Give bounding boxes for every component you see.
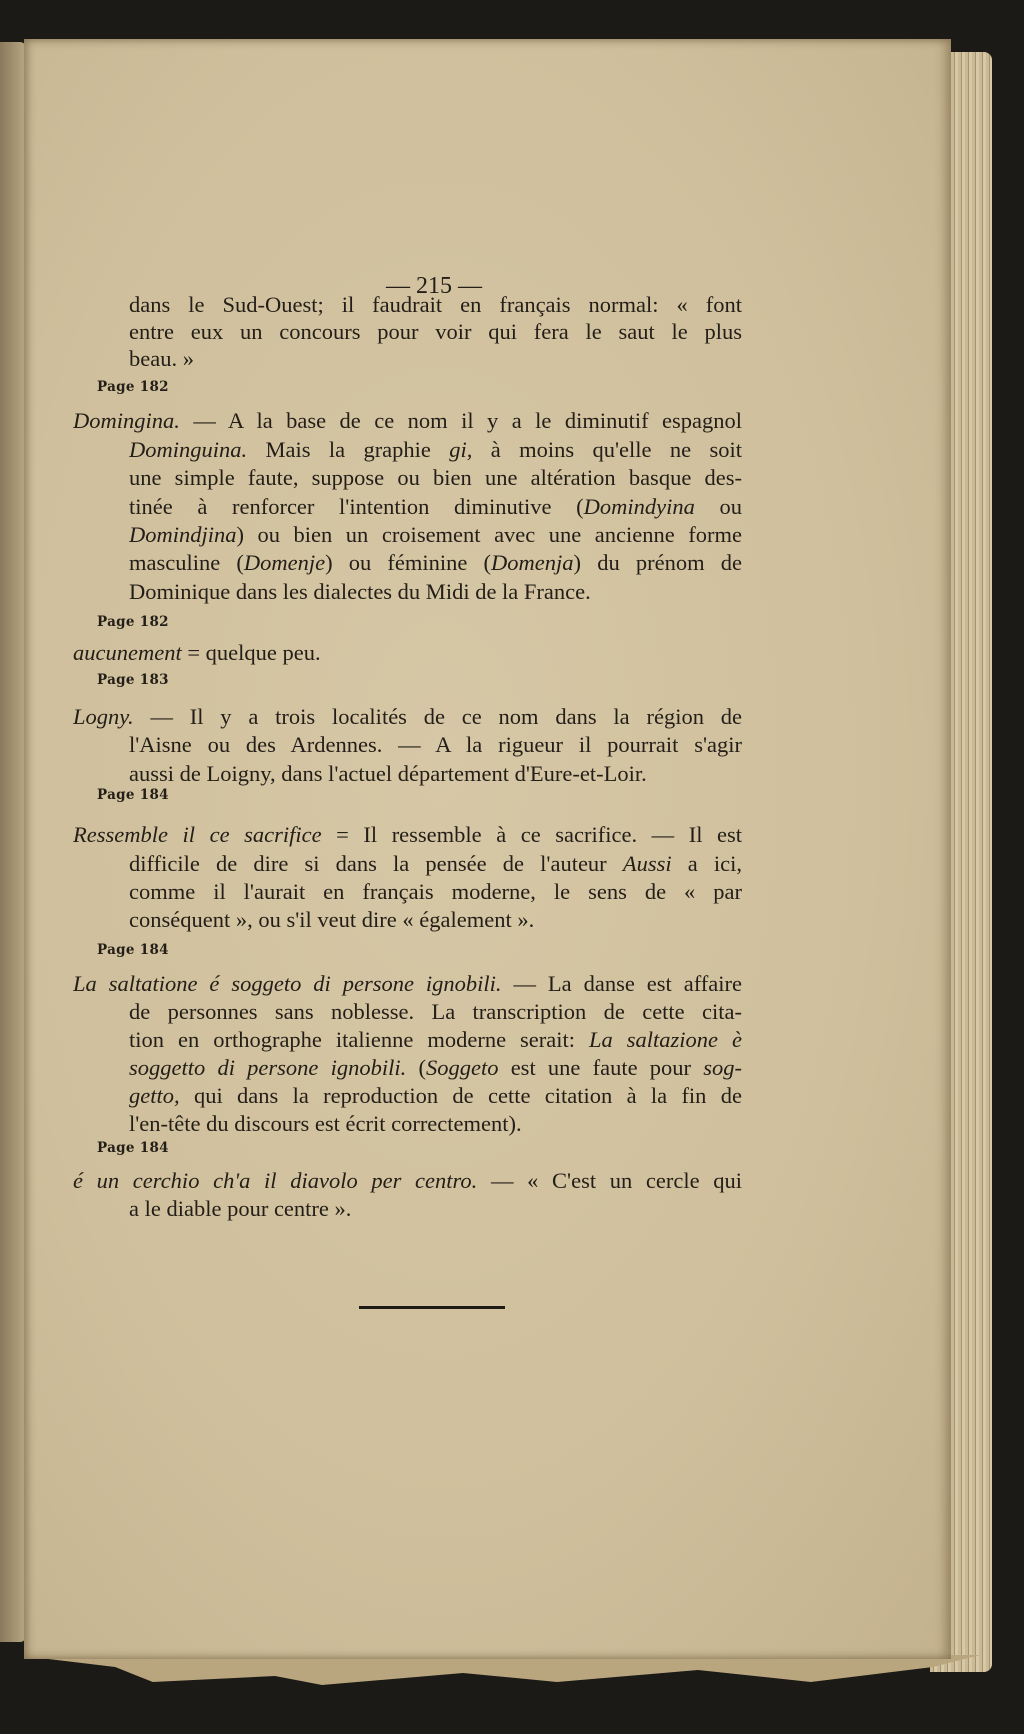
text-segment: dans le Sud-Ouest; il faudrait en français normal: « font [129, 292, 742, 317]
text-line [129, 760, 742, 788]
text-segment: une simple faute, suppose ou bien une altération basque des- [129, 465, 742, 490]
italic-term: aucunement [73, 640, 182, 665]
text-line [129, 436, 742, 464]
text-segment: = quelque peu. [181, 640, 321, 665]
text-segment: est une faute pour [498, 1055, 704, 1080]
text-line [129, 906, 742, 934]
text-segment: Mais la graphie [247, 437, 450, 462]
text-segment: tion en orthographe italienne moderne serait: [129, 1027, 590, 1052]
text-line [129, 464, 742, 492]
italic-term: Domindjina [129, 522, 237, 547]
end-rule [359, 1306, 505, 1309]
text-segment: ) ou féminine ( [325, 550, 492, 575]
text-segment: — La danse est affaire [501, 971, 742, 996]
text-line [129, 493, 742, 521]
text-segment: à moins qu'elle ne soit [472, 437, 742, 462]
italic-term: Aussi [622, 851, 672, 876]
text-segment: beau. » [129, 346, 194, 371]
text-segment: ( [406, 1055, 426, 1080]
text-line [129, 291, 742, 319]
italic-term: getto, [129, 1083, 180, 1108]
text-segment: — A la base de ce nom il y a le diminutif espagnol [179, 408, 742, 433]
italic-term: Soggeto [425, 1055, 499, 1080]
text-line [129, 549, 742, 577]
text-line [73, 407, 742, 435]
text-segment: aussi de Loigny, dans l'actuel département d'Eure-et-Loir. [129, 761, 647, 786]
text-segment: — « C'est un cercle qui [477, 1168, 742, 1193]
italic-term: Dominguina. [129, 437, 248, 462]
text-segment: de personnes sans noblesse. La transcription de cette cita- [129, 999, 742, 1024]
text-segment: a ici, [671, 851, 742, 876]
italic-term: Domenja [491, 550, 574, 575]
text-segment: difficile de dire si dans la pensée de l'auteur [129, 851, 623, 876]
text-line [73, 703, 742, 731]
text-line [129, 850, 742, 878]
text-line [129, 878, 742, 906]
text-line [129, 998, 742, 1026]
text-segment: ou [694, 494, 742, 519]
italic-term: Domingina. [73, 408, 180, 433]
text-segment: conséquent », ou s'il veut dire « également ». [129, 907, 535, 932]
italic-term: La saltazione è [589, 1027, 742, 1052]
page-reference: Page 184 [97, 942, 169, 958]
text-line [129, 1082, 742, 1110]
italic-term: Logny. [73, 704, 134, 729]
text-segment: masculine ( [129, 550, 244, 575]
text-segment: comme il l'aurait en français moderne, le sens de « par [129, 879, 742, 904]
page-reference: Page 184 [97, 787, 169, 803]
text-line [129, 1054, 742, 1082]
torn-bottom-edge [40, 1655, 980, 1685]
text-segment: entre eux un concours pour voir qui fera le saut le plus [129, 319, 742, 344]
text-line [129, 345, 742, 373]
italic-term: Domindyina [583, 494, 695, 519]
previous-page-edge [0, 42, 26, 1642]
text-segment: — Il y a trois localités de ce nom dans la région de [133, 704, 742, 729]
text-segment: qui dans la reproduction de cette citation à la fin de [179, 1083, 742, 1108]
page-reference: Page 184 [97, 1140, 169, 1156]
italic-term: Domenje [243, 550, 326, 575]
text-segment: ) du prénom de [573, 550, 742, 575]
text-line [129, 318, 742, 346]
page-reference: Page 182 [97, 614, 169, 630]
text-segment: l'en-tête du discours est écrit correctement). [129, 1111, 522, 1136]
page-reference: Page 183 [97, 672, 169, 688]
text-line [129, 1195, 742, 1223]
text-line [129, 521, 742, 549]
book-page [24, 39, 951, 1659]
page-reference: Page 182 [97, 379, 169, 395]
text-segment: Dominique dans les dialectes du Midi de la France. [129, 579, 591, 604]
italic-term: soggetto di persone ignobili. [129, 1055, 407, 1080]
text-line [129, 731, 742, 759]
text-segment: tinée à renforcer l'intention diminutive ( [129, 494, 584, 519]
italic-term: gi, [449, 437, 473, 462]
text-segment: l'Aisne ou des Ardennes. — A la rigueur il pourrait s'agir [129, 732, 742, 757]
italic-term: sog- [703, 1055, 742, 1080]
text-line [73, 639, 742, 667]
text-segment: = Il ressemble à ce sacrifice. — Il est [321, 822, 742, 847]
italic-term: é un cerchio ch'a il diavolo per centro. [73, 1168, 478, 1193]
text-line [129, 1110, 742, 1138]
page-number: — 215 — [386, 273, 482, 299]
italic-term: La saltatione é soggeto di persone ignobili. [73, 971, 502, 996]
text-line [129, 578, 742, 606]
text-segment: a le diable pour centre ». [129, 1196, 352, 1221]
text-line [73, 821, 742, 849]
text-line [129, 1026, 742, 1054]
text-line [73, 1167, 742, 1195]
text-segment: ) ou bien un croisement avec une ancienne forme [236, 522, 742, 547]
text-line [73, 970, 742, 998]
italic-term: Ressemble il ce sacrifice [73, 822, 322, 847]
